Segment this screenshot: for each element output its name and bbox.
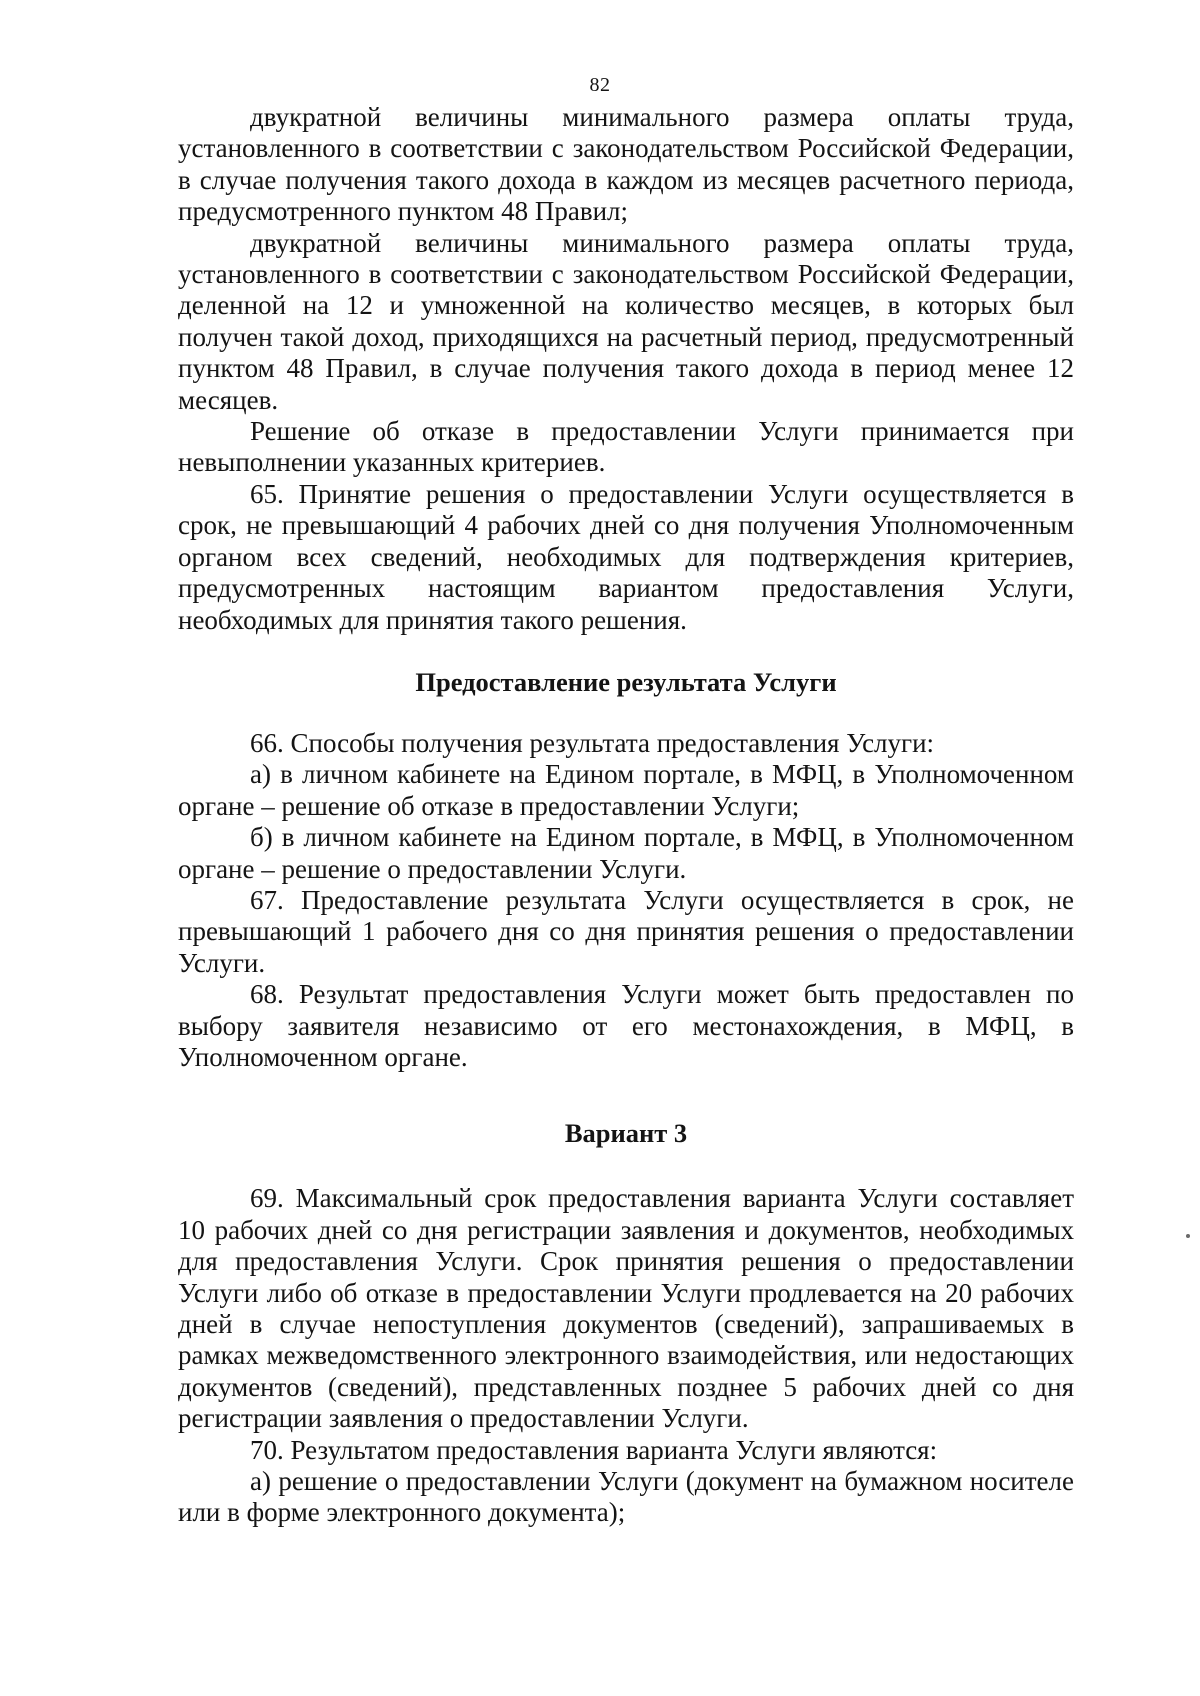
paragraph-minimum-wage-full-period: двукратной величины минимального размера оплаты труда, установленного в соответствии с законодательством Российской Федерации, в случае получения такого дохода в каждом из месяцев расчетного периода, предусмотренного пунктом 48 Правил; [178,102,1074,227]
document-body [178,102,1074,1529]
paragraph-68: 68. Результат предоставления Услуги может быть предоставлен по выбору заявителя независимо от его местонахождения, в МФЦ, в Уполномоченном органе. [178,979,1074,1072]
paragraph-70-a: а) решение о предоставлении Услуги (документ на бумажном носителе или в форме электронного документа); [178,1466,1074,1528]
section-heading-result: Предоставление результата Услуги [415,666,837,697]
paragraph-67: 67. Предоставление результата Услуги осуществляется в срок, не превышающий 1 рабочего дня со дня принятия решения о предоставлении Услуги. [178,884,1074,978]
paragraph-70: 70. Результатом предоставления варианта Услуги являются: [250,1434,938,1465]
section-heading-variant-3: Вариант 3 [564,1118,688,1149]
paragraph-66-b: б) в личном кабинете на Едином портале, в МФЦ, в Уполномоченном органе – решение о предоставлении Услуги. [178,822,1074,884]
scan-artifact-dot [1186,1234,1190,1238]
paragraph-66: 66. Способы получения результата предоставления Услуги: [250,727,935,758]
page-number: 82 [589,74,611,96]
paragraph-69: 69. Максимальный срок предоставления варианта Услуги составляет 10 рабочих дней со дня регистрации заявления и документов, необходимых для предоставления Услуги. Срок принятия решения о предоставлении Услуги либо об отказе в предоставлении Услуги продлевается на 20 рабочих дней в случае непоступления документов (сведений), запрашиваемых в рамках межведомственного электронного взаимодействия, или недостающих документов (сведений), представленных позднее 5 рабочих дней со дня регистрации заявления о предоставлении Услуги. [178,1183,1074,1434]
paragraph-refusal-criteria: Решение об отказе в предоставлении Услуги принимается при невыполнении указанных критериев. [178,416,1074,478]
paragraph-minimum-wage-partial-period: двукратной величины минимального размера оплаты труда, установленного в соответствии с законодательством Российской Федерации, деленной на 12 и умноженной на количество месяцев, в которых был получен такой доход, приходящихся на расчетный период, предусмотренный пунктом 48 Правил, в случае получения такого дохода в период менее 12 месяцев. [178,227,1074,415]
paragraph-65: 65. Принятие решения о предоставлении Услуги осуществляется в срок, не превышающий 4 рабочих дней со дня получения Уполномоченным органом всех сведений, необходимых для подтверждения критериев, предусмотренных настоящим вариантом предоставления Услуги, необходимых для принятия такого решения. [178,478,1074,635]
paragraph-66-a: а) в личном кабинете на Едином портале, в МФЦ, в Уполномоченном органе – решение об отказе в предоставлении Услуги; [178,759,1074,821]
